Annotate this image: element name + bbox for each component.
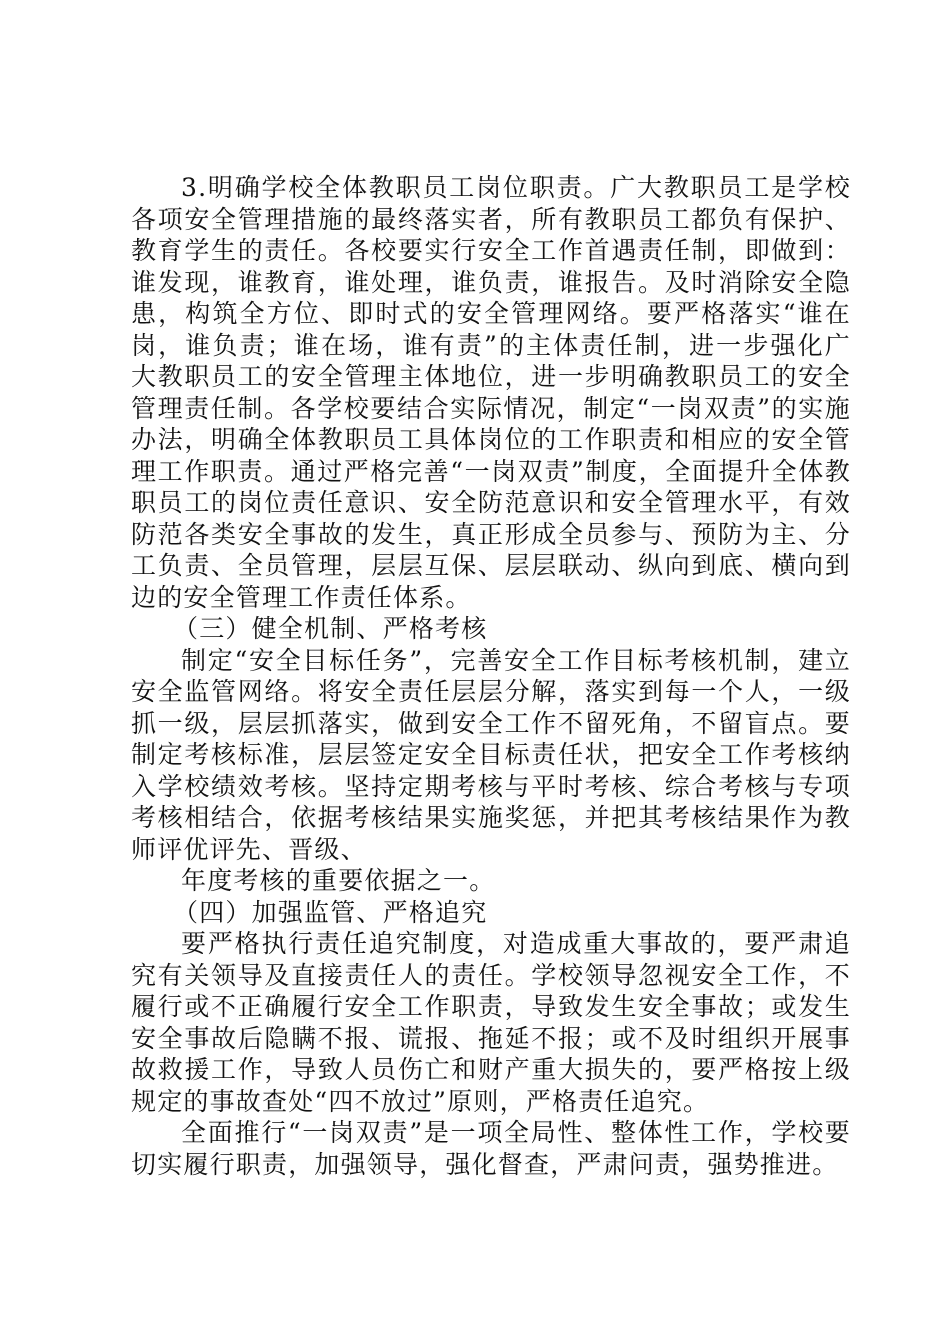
paragraph-staff-duties: 3.明确学校全体教职员工岗位职责。广大教职员工是学校各项安全管理措施的最终落实者，所有教职员工都负有保护、教育学生的责任。各校要实行安全工作首遇责任制，即做到：谁发现，谁教育，谁处理，谁负责，谁报告。及时消除安全隐患，构筑全方位、即时式的安全管理网络。要严格落实“谁在岗，谁负责；谁在场，谁有责”的主体责任制，进一步强化广大教职员工的安全管理主体地位，进一步明确教职员工的安全管理责任制。各学校要结合实际情况，制定“一岗双责”的实施办法，明确全体教职员工具体岗位的工作职责和相应的安全管理工作职责。通过严格完善“一岗双责”制度，全面提升全体教职员工的岗位责任意识、安全防范意识和安全管理水平，有效防范各类安全事故的发生，真正形成全员参与、预防为主、分工负责、全员管理，层层互保、层层联动、纵向到底、横向到边的安全管理工作责任体系。	[131, 173, 851, 612]
paragraph-accountability: 要严格执行责任追究制度，对造成重大事故的，要严肃追究有关领导及直接责任人的责任。学校领导忽视安全工作，不履行或不正确履行安全工作职责，导致发生安全事故；或发生安全事故后隐瞒不报、谎报、拖延不报；或不及时组织开展事故救援工作，导致人员伤亡和财产重大损失的，要严格按上级规定的事故查处“四不放过”原则，严格责任追究。	[131, 929, 851, 1116]
section-heading-3: （三）健全机制、严格考核	[173, 614, 488, 643]
paragraph-assessment: 制定“安全目标任务”，完善安全工作目标考核机制，建立安全监管网络。将安全责任层层分解，落实到每一个人，一级抓一级，层层抓落实，做到安全工作不留死角，不留盲点。要制定考核标准，层层签定安全目标责任状，把安全工作考核纳入学校绩效考核。坚持定期考核与平时考核、综合考核与专项考核相结合，依据考核结果实施奖惩，并把其考核结果作为教师评优评先、晋级、	[131, 645, 851, 864]
paragraph-conclusion: 全面推行“一岗双责”是一项全局性、整体性工作，学校要切实履行职责，加强领导，强化督查，严肃问责，强势推进。	[131, 1118, 851, 1179]
section-heading-4: （四）加强监管、严格追究	[173, 897, 488, 927]
paragraph-assessment-continued: 年度考核的重要依据之一。	[181, 866, 496, 895]
document-body	[131, 172, 851, 1180]
